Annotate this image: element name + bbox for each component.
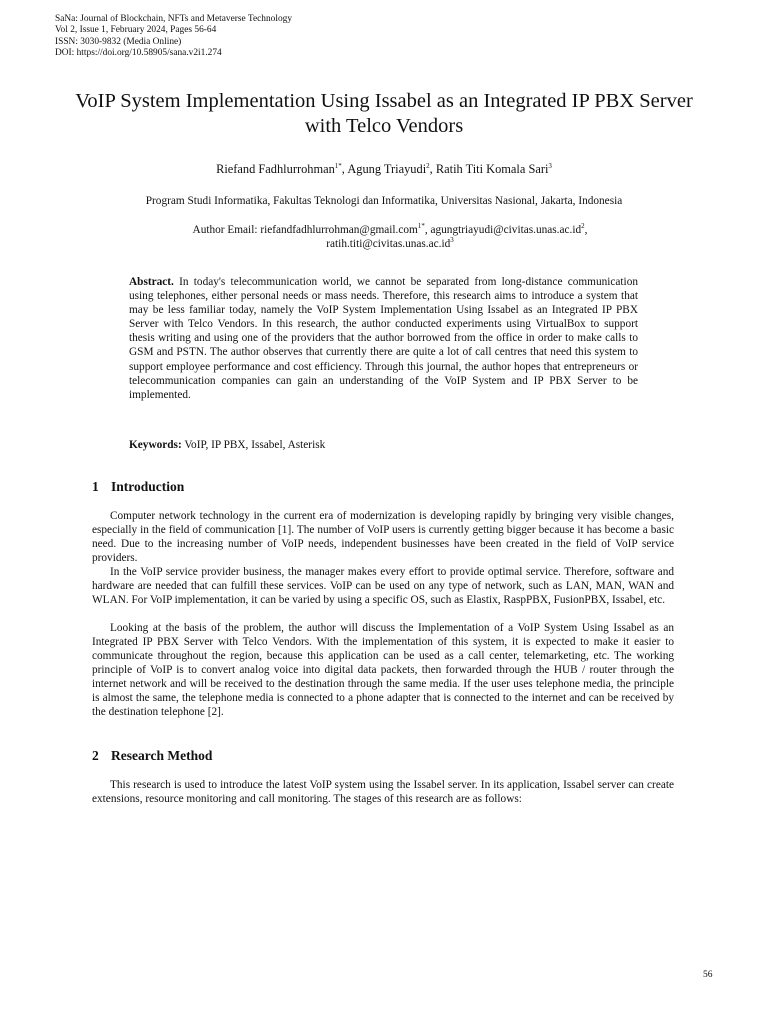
author-list: Riefand Fadhlurrohman$^{1*}$, Agung Triayudi$^2$, Ratih Titi Komala Sari$^3$ (216, 162, 552, 176)
email-address: ratih.titi@civitas.unas.ac.id (326, 238, 451, 250)
journal-header (55, 14, 292, 60)
section-number: 2 (92, 748, 99, 763)
abstract-text: In today's telecommunication world, we cannot be separated from long-distance communication using telephones, either personal needs or mass needs. Therefore, this research aims to introduce a system that may be less familiar today, namely the VoIP System Implementation Using Issabel as an Integrated IP PBX Server with Telco Vendors. In this research, the author conducted experiments using VirtualBox to support thesis writing and using one of the providers that the author borrowed from the office in order to make calls to GSM and PSTN. The author observes that currently there are quite a lot of call centres that need this system to support employee performance and cost efficiency. Through this journal, the author hopes that entrepreneurs or telecommunication companies can gain an understanding of the VoIP System and IP PBX Server to be implemented. (129, 276, 638, 401)
journal-doi: DOI: https://doi.org/10.58905/sana.v2i1.274 (55, 48, 222, 59)
email-address: riefandfadhlurrohman@gmail.com (260, 224, 418, 236)
author-affiliation-mark: 3 (548, 162, 552, 170)
email-address: agungtriayudi@civitas.unas.ac.id (430, 224, 582, 236)
paper-title: VoIP System Implementation Using Issabel as an Integrated IP PBX Server with Telco Vendors (75, 90, 693, 137)
author-name: Agung Triayudi (347, 162, 427, 176)
intro-paragraph-1: Computer network technology in the current era of modernization is developing rapidly by bringing very visible changes, especially in the field of communication [1]. The number of VoIP users is currently getting bigger because it has become a basic need. Due to the increasing number of VoIP needs, independent businesses have been created in the field of VoIP service providers. (92, 510, 674, 564)
journal-issn: ISSN: 3030-9832 (Media Online) (55, 36, 182, 47)
email-mark: 2 (581, 222, 585, 230)
section-title: Introduction (111, 479, 185, 494)
author-name: Ratih Titi Komala Sari (435, 162, 549, 176)
author-affiliation-mark: 2 (426, 162, 430, 170)
author-name: Riefand Fadhlurrohman (216, 162, 335, 176)
email-label: Author Email: (192, 224, 261, 236)
keywords-text: VoIP, IP PBX, Issabel, Asterisk (184, 439, 326, 451)
author-affiliation-mark: 1* (334, 162, 342, 170)
email-mark: 3 (450, 236, 454, 244)
abstract-label: Abstract. (129, 276, 174, 288)
section-number: 1 (92, 479, 99, 494)
section-heading-introduction (92, 479, 184, 495)
author-emails: Author Email: riefandfadhlurrohman@gmail.com$^{1*}$, $agungtriayudi@civitas.unas.ac.id^2$, $ratih.titi@civitas.unas.ac.id^3$ (192, 222, 588, 250)
journal-volume: Vol 2, Issue 1, February 2024, Pages 56-64 (55, 25, 217, 36)
keywords-label: Keywords: (129, 439, 182, 451)
intro-paragraph-2: In the VoIP service provider business, the manager makes every effort to provide optimal service. Therefore, software and hardware are needed that can fulfill these services. VoIP can be used on any type of network, such as LAN, MAN, WAN and WLAN. For VoIP implementation, it can be varied by using a specific OS, such as Elastix, RaspPBX, FusionPBX, Issabel, etc. (92, 566, 674, 606)
affiliation: Program Studi Informatika, Fakultas Teknologi dan Informatika, Universitas Nasional, Jakarta, Indonesia (145, 195, 623, 207)
email-mark: 1* (417, 222, 425, 230)
abstract (129, 275, 638, 402)
page-number: 56 (703, 970, 713, 980)
intro-paragraph-3: Looking at the basis of the problem, the author will discuss the Implementation of a VoIP System Using Issabel as an Integrated IP PBX Server with Telco Vendors. With the implementation of this system, it is expected to make it easier to communicate throughout the region, because this application can be used as a call center, telemarketing, etc. The working principle of VoIP is to convert analog voice into digital data packets, then forwarded through the HUB / router through the internet network and will be received to the destination through the same media. If the user uses telephone media, the principle is almost the same, the telephone media is connected to a phone adapter that is connected to the internet and can be received by the destination telephone [2]. (92, 622, 674, 718)
section-title: Research Method (111, 748, 213, 763)
method-paragraph-1: This research is used to introduce the latest VoIP system using the Issabel server. In its application, Issabel server can create extensions, resource monitoring and call monitoring. The stages of this research are as follows: (92, 779, 674, 805)
journal-name: SaNa: Journal of Blockchain, NFTs and Metaverse Technology (55, 14, 293, 24)
keywords (129, 439, 325, 451)
section-heading-research-method (92, 748, 212, 764)
